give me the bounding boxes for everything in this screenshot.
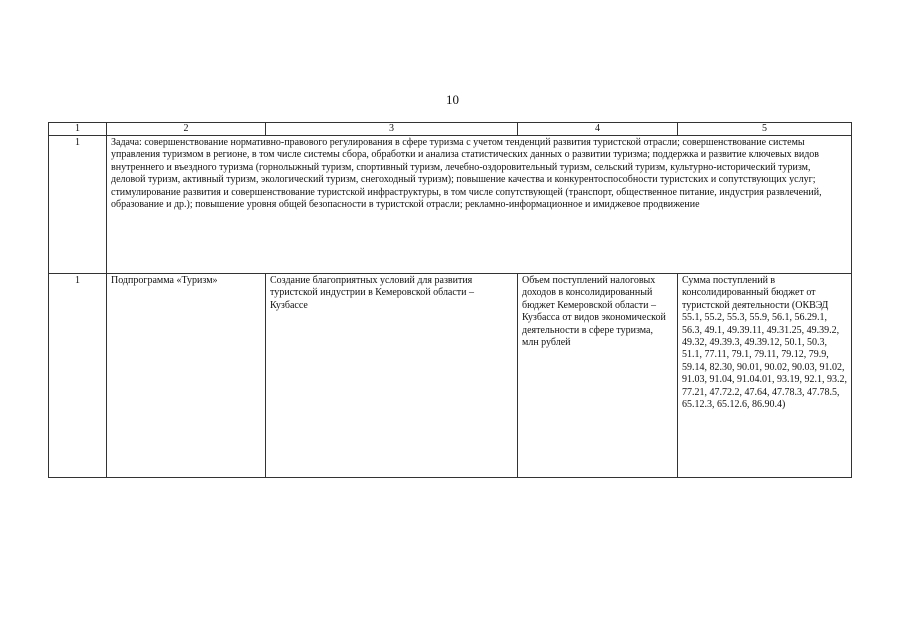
column-header-2: 2 xyxy=(107,123,266,136)
indicator-cell: Объем поступлений налоговых доходов в консолидированный бюджет Кемеровской области – Кузбасса от видов экономической деятельности в сфере туризма, млн рублей xyxy=(518,274,678,478)
task-row xyxy=(49,136,852,274)
task-description: Задача: совершенствование нормативно-правового регулирования в сфере туризма с учетом тенденций развития туристской отрасли; совершенствование системы управления туризмом в регионе, в том числе системы сбора, обработки и анализа статистических данных о развитии туризма; поддержка и развитие ключевых видов внутреннего и въездного туризма (горнолыжный туризм, спортивный туризм, лечебно-оздоровительный туризм, сельский туризм, культурно-исторический туризм, деловой туризм, активный туризм, экологический туризм, снегоходный туризм); повышение качества и конкурентоспособности туристских и сопутствующих услуг; стимулирование развития и совершенствование туристской инфраструктуры, в том числе сопутствующей (транспорт, общественное питание, индустрия развлечений, образование и др.); повышение уровня общей безопасности в туристской отрасли; рекламно-информационное и имиджевое продвижение xyxy=(107,136,852,274)
table-row xyxy=(49,274,852,478)
goal-cell: Создание благоприятных условий для развития туристской индустрии в Кемеровской области – Кузбассе xyxy=(266,274,518,478)
page-number: 10 xyxy=(446,92,459,107)
row-number: 1 xyxy=(49,274,107,478)
column-header-5: 5 xyxy=(678,123,852,136)
task-row-number: 1 xyxy=(49,136,107,274)
column-header-3: 3 xyxy=(266,123,518,136)
column-header-4: 4 xyxy=(518,123,678,136)
column-header-1: 1 xyxy=(49,123,107,136)
table-header-row xyxy=(49,123,852,136)
indicators-table xyxy=(48,122,852,478)
calculation-method-cell: Сумма поступлений в консолидированный бюджет от туристской деятельности (ОКВЭД 55.1, 55.2, 55.3, 55.9, 56.1, 56.29.1, 56.3, 49.1, 49.39.11, 49.31.25, 49.39.2, 49.32, 49.39.3, 49.39.12, 50.1, 50.3, 51.1, 77.11, 79.1, 79.11, 79.12, 79.9, 59.14, 82.30, 90.01, 90.02, 90.03, 91.02, 91.03, 91.04, 91.04.01, 93.19, 92.1, 93.2, 77.21, 47.72.2, 47.64, 47.78.3, 47.78.5, 65.12.3, 65.12.6, 86.90.4) xyxy=(678,274,852,478)
program-name-cell: Подпрограмма «Туризм» xyxy=(107,274,266,478)
